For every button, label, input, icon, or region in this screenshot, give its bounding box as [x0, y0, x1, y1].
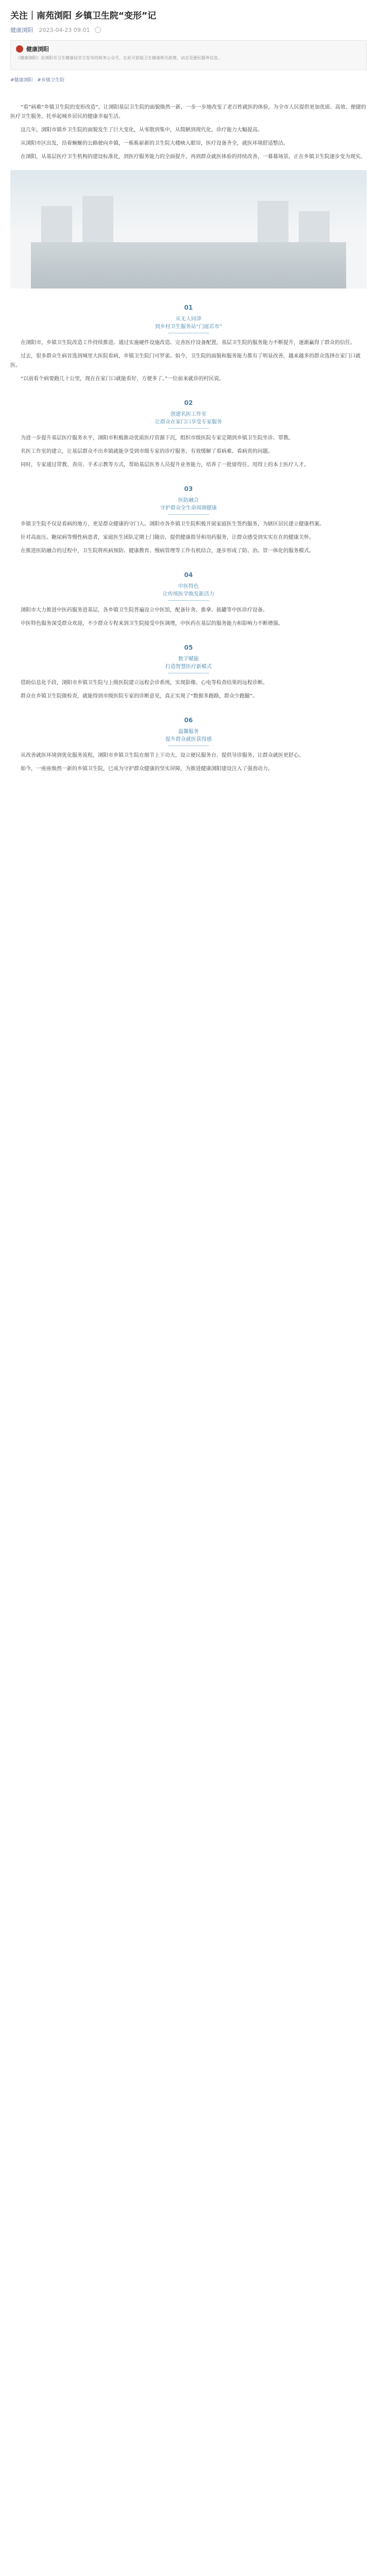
section-subtitle: 让传统医学焕发新活力 — [163, 591, 214, 597]
account-card[interactable] — [10, 40, 367, 70]
section-divider — [168, 745, 209, 746]
article-tags — [10, 76, 367, 83]
section-paragraph: 群众在乡镇卫生院做检查，就能得到市级医院专家的诊断意见，真正实现了“数据多跑路，群众少跑腿”。 — [21, 693, 258, 699]
article-title: 关注｜南苑浏阳 乡镇卫生院“变形”记 — [10, 11, 157, 21]
section-title: 创建名医工作室 — [170, 412, 207, 417]
section-title: 中医特色 — [178, 584, 199, 589]
article-section — [10, 571, 367, 629]
location-icon — [95, 27, 101, 33]
article-section — [10, 399, 367, 470]
intro-paragraph: 从浏阳市区出发，沿着蜿蜒的公路驶向乡镇，一栋栋崭新的卫生院大楼映入眼帘，医疗设备齐全，就医环境舒适整洁。 — [21, 141, 288, 146]
section-paragraph: 如今，一座座焕然一新的乡镇卫生院，已成为守护群众健康的坚实屏障，为推进健康浏阳建设注入了强劲动力。 — [21, 766, 273, 772]
section-title: 医防融合 — [178, 498, 199, 503]
section-heading — [10, 485, 367, 515]
publish-date: 2023-04-23 09:01 — [39, 27, 90, 33]
section-paragraph: 过去，很多群众生病首选到城里大医院看病，乡镇卫生院门可罗雀。如今，卫生院的面貌和服务能力都有了明显改善，越来越多的群众选择在家门口就医。 — [10, 353, 361, 368]
section-divider — [168, 514, 209, 515]
article-section — [10, 717, 367, 774]
section-title: 温馨服务 — [178, 729, 199, 735]
section-paragraph: 为进一步提升基层医疗服务水平，浏阳市积极推动优质医疗资源下沉，组织市级医院专家定期到乡镇卫生院坐诊、带教。 — [21, 435, 294, 441]
section-title: 数字赋能 — [178, 656, 199, 662]
section-heading — [10, 304, 367, 333]
section-paragraph: 乡镇卫生院不仅是看病的地方，更是群众健康的守门人。浏阳市各乡镇卫生院积极开展家庭医生签约服务，为辖区居民建立健康档案。 — [21, 521, 324, 527]
section-heading — [10, 399, 367, 429]
section-paragraph: 同时，专家通过带教、查房、手术示教等方式，帮助基层医务人员提升业务能力，培养了一批留得住、用得上的本土医疗人才。 — [21, 462, 309, 468]
intro-paragraph: 这几年，浏阳市镇乡卫生院的面貌发生了巨大变化，从零散到集中，从简陋到现代化，诊疗能力大幅提高。 — [21, 127, 263, 133]
section-subtitle: 打造智慧医疗新模式 — [165, 664, 212, 670]
section-paragraph: 在浏阳市，乡镇卫生院改造工作持续推进。通过实施硬件设施改造、完善医疗设备配置，基层卫生院的服务能力不断提升，逐渐赢得了群众的信任。 — [21, 340, 355, 346]
section-subtitle: 提升群众就医获得感 — [165, 737, 212, 742]
section-number: 05 — [184, 644, 193, 651]
section-number: 03 — [184, 485, 193, 493]
account-logo-icon — [16, 45, 23, 53]
account-card-desc: 《健康浏阳》是浏阳市卫生健康局官方发布的政务公众号，在此可获取卫生健康相关政策、动态及便民服务信息。 — [16, 56, 222, 60]
section-paragraph: 针对高血压、糖尿病等慢性病患者，家庭医生团队定期上门随访，提供健康指导和用药服务，让群众感受到实实在在的健康关怀。 — [21, 535, 314, 540]
account-link[interactable]: 健康浏阳 — [10, 27, 33, 33]
section-title: 从无人问津 — [176, 316, 201, 322]
article-section — [10, 485, 367, 556]
article-section — [10, 304, 367, 384]
section-paragraph: 名医工作室的建立，让基层群众不出乡镇就能享受到市级专家的诊疗服务，有效缓解了看病难、看病贵的问题。 — [21, 449, 273, 454]
section-paragraph: 浏阳市大力推进中医药服务进基层，各乡镇卫生院普遍设立中医馆，配备针灸、推拿、拔罐等中医诊疗设备。 — [21, 607, 268, 613]
section-paragraph: 从改善就医环境到优化服务流程，浏阳市乡镇卫生院在细节上下功夫，设立便民服务台、提供导诊服务，让群众就医更舒心。 — [21, 753, 304, 758]
article-header — [0, 0, 377, 34]
hero-image — [10, 170, 367, 289]
intro-paragraph: “看”病难“乡镇卫生院的变形改造”，让浏阳基层卫生院的面貌焕然一新，一步一步地改变了老百姓就医的体验，为全市人民提供更加优质、高效、便捷的医疗卫生服务，托举起城乡居民的健康幸福生活。 — [10, 105, 366, 120]
sections — [10, 304, 367, 774]
section-heading — [10, 717, 367, 746]
tag-link[interactable]: #乡镇卫生院 — [37, 78, 64, 83]
section-heading — [10, 571, 367, 601]
section-number: 06 — [184, 717, 193, 724]
section-divider — [168, 600, 209, 601]
section-subtitle: 到乡村卫生服务站“门庭若市” — [155, 324, 222, 330]
intro — [10, 103, 367, 162]
article-meta — [10, 26, 367, 34]
section-heading — [10, 644, 367, 673]
account-card-name: 健康浏阳 — [26, 46, 49, 53]
tag-link[interactable]: #健康浏阳 — [10, 78, 33, 83]
section-divider — [168, 428, 209, 429]
article-section — [10, 644, 367, 701]
article-body — [10, 103, 367, 778]
section-paragraph: 中医特色服务深受群众欢迎，不少群众专程来到卫生院接受中医调理，中医药在基层的服务能力和影响力不断增强。 — [21, 621, 283, 626]
section-number: 01 — [184, 304, 193, 311]
section-subtitle: 让群众在家门口享受专家服务 — [155, 419, 222, 425]
section-paragraph: 在推进医防融合的过程中，卫生院将疾病预防、健康教育、慢病管理等工作有机结合，逐步形成了防、治、管一体化的服务模式。 — [21, 548, 314, 554]
section-subtitle: 守护群众全生命周期健康 — [160, 505, 217, 511]
section-paragraph: 借助信息化手段，浏阳市乡镇卫生院与上级医院建立远程会诊系统，实现影像、心电等检查结果的远程诊断。 — [21, 680, 268, 686]
section-number: 04 — [184, 571, 193, 579]
section-paragraph: “以前看个病要跑几十公里，现在在家门口就能看好，方便多了。”一位前来就诊的村民说。 — [21, 376, 225, 382]
intro-paragraph: 在浏阳，从基层医疗卫生机构的建设标准化，到医疗服务能力的全面提升，再到群众就医体验的持续改善，一幕幕场景，正在乡镇卫生院逐步变为现实。 — [21, 154, 366, 160]
section-number: 02 — [184, 399, 193, 406]
